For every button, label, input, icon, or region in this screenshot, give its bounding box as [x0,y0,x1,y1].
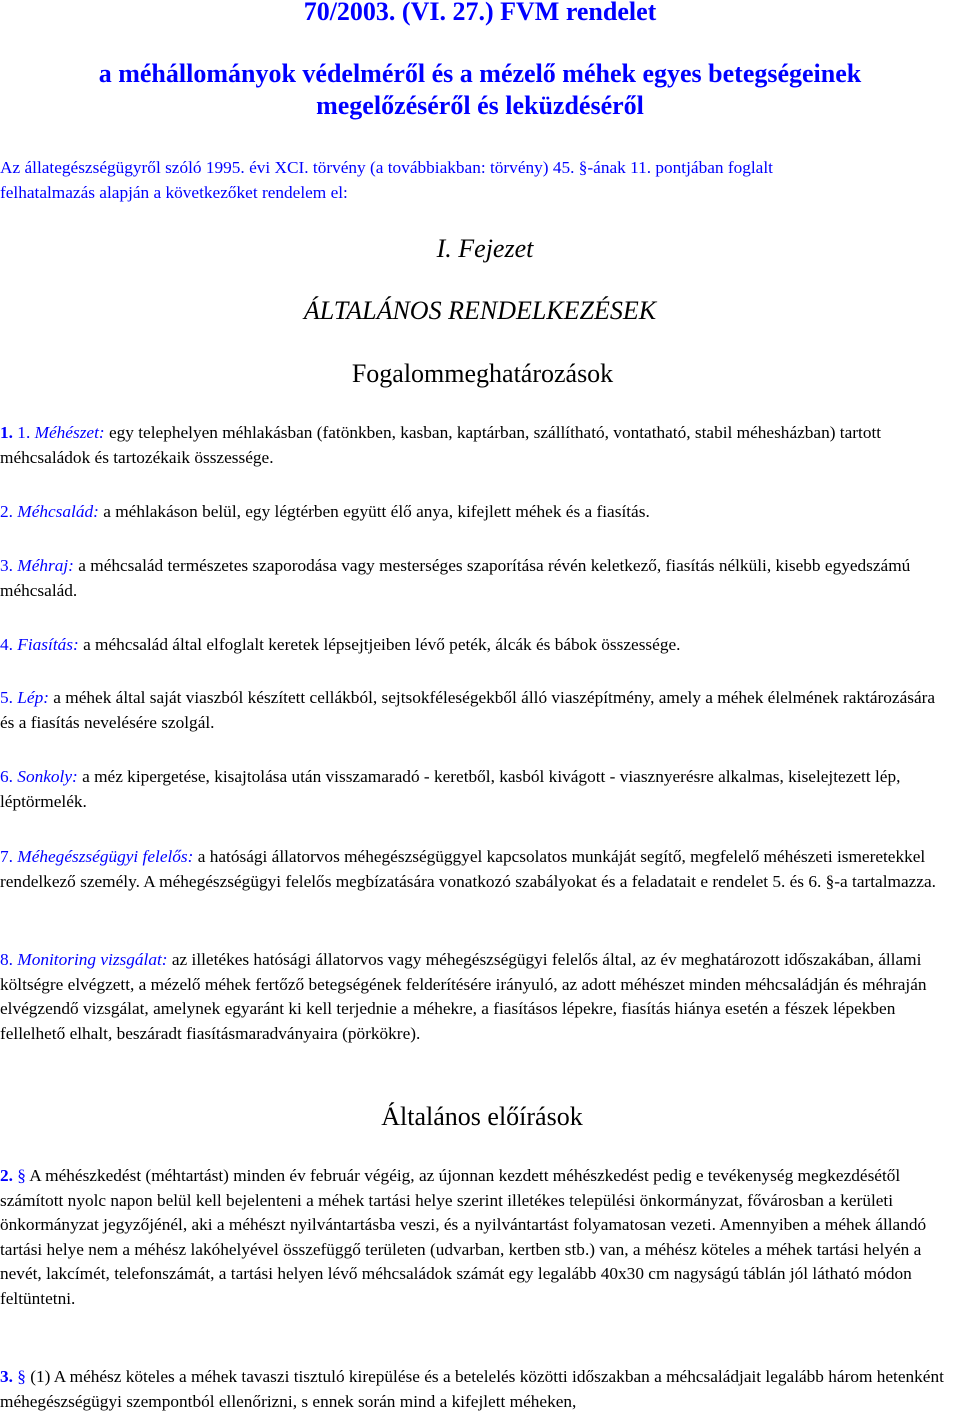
section-2 [0,1164,952,1311]
section-title-definitions: Fogalommeghatározások [351,359,614,388]
definition-5 [0,686,952,735]
section-title-general: Általános előírások [381,1102,583,1131]
definition-term[interactable]: Méhészet: [34,423,105,442]
preamble-line1[interactable]: Az állategészségügyről szóló 1995. évi XCI. törvény (a továbbiakban: törvény) 45. §-ának 11. pontjában foglalt [0,158,773,177]
definition-4 [0,633,952,658]
definition-number[interactable]: 7. [0,847,13,866]
definition-term[interactable]: Fiasítás: [17,635,79,654]
document-title-line3[interactable]: megelőzéséről és leküzdéséről [316,91,644,120]
definition-text: a méhcsalád természetes szaporodása vagy mesterséges szaporítása révén keletkező, fiasítás nélküli, kisebb egyedszámú méhcsalád. [0,556,911,600]
definition-6 [0,765,952,814]
chapter-title: ÁLTALÁNOS RENDELKEZÉSEK [303,296,657,325]
definition-text: a méhek által saját viaszból készített cellákból, sejtsokféleségekből álló viaszépítmény, amely a méhek élelmének raktározására és a fiasítás nevelésére szolgál. [0,688,936,732]
definition-term[interactable]: Lép: [17,688,49,707]
definition-7 [0,845,952,894]
preamble-line2[interactable]: felhatalmazás alapján a következőket rendelem el: [0,182,348,202]
definition-term[interactable]: Méhegészségügyi felelős: [17,847,194,866]
definition-text: a hatósági állatorvos méhegészségüggyel kapcsolatos munkáját segítő, megfelelő méhészeti ismeretekkel rendelkező személy. A méhegészségügyi felelős megbízatására vonatkozó szabályokat és a feladatait e rendelet 5. és 6. §-a tartalmazza. [0,847,936,891]
preamble [0,156,952,205]
definition-number[interactable]: 4. [0,635,13,654]
definition-text: a méhlakáson belül, egy légtérben együtt élő anya, kifejlett méhek és a fiasítás. [98,502,650,521]
section-sign[interactable]: § [17,1367,26,1386]
section-text: A méhészkedést (méhtartást) minden év február végéig, az újonnan kezdett méhészkedést pedig e tevékenység megkezdésétől számított nyolc napon belül kell bejelenteni a méhek tartási helye szerint illetékes települési önkormányzat, fővárosban a kerületi önkormányzat jegyzőjénél, aki a méhészt nyilvántartásba veszi, és a nyilvántartást folyamatosan vezeti. Amennyiben a méhek állandó tartási helye nem a méhész lakóhelyével összefüggő területen (udvarban, kertben stb.) van, a méhész köteles a méhek tartási helyén a nevét, lakcímét, telefonszámát, a tartási helyen lévő méhcsaládok számát egy legalább 40x30 cm nagyságú táblán jól látható módon feltüntetni. [0,1166,927,1308]
definition-text: a méhcsalád által elfoglalt keretek lépsejtjeiben lévő peték, álcák és bábok összessége. [78,635,681,654]
definition-number[interactable]: 6. [0,767,13,786]
definition-text: az illetékes hatósági állatorvos vagy méhegészségügyi felelős által, az év meghatározott időszakában, állami költségre elvégzett, a mézelő méhek fertőző betegségének felderítésére irányuló, az adott méhészet minden méhcsaládján és méhraján elvégzendő vizsgálat, amelynek egyaránt ki kell terjednie a méhekre, a fiasításos lépekre, fiasítás hiánya esetén a fészek lépekben fellelhető elhalt, beszáradt fiasításmaradványaira (pörkökre). [0,950,927,1043]
section-number[interactable]: 3. [0,1367,13,1386]
definition-number[interactable]: 5. [0,688,13,707]
definition-term[interactable]: Sonkoly: [17,767,78,786]
section-sign[interactable]: § [17,1166,26,1185]
definition-number[interactable]: 8. [0,950,13,969]
definition-term[interactable]: Méhraj: [17,556,74,575]
definition-3 [0,554,952,603]
definition-text: a méz kipergetése, kisajtolása után visszamaradó - keretből, kasból kivágott - viasznyerésre alkalmas, kiselejtezett lép, léptörmelék. [0,767,901,811]
document-title-line1[interactable]: 70/2003. (VI. 27.) FVM rendelet [303,0,657,26]
section-number[interactable]: 1. [0,423,13,442]
definition-1 [0,421,952,470]
chapter-heading: I. Fejezet [436,234,534,263]
definition-2 [0,500,952,525]
section-3 [0,1365,952,1414]
definition-text: egy telephelyen méhlakásban (fatönkben, kasban, kaptárban, szállítható, vontatható, stabil méhesházban) tartott méhcsaládok és tartozékaik összessége. [0,423,882,467]
definition-8 [0,948,952,1046]
definition-term[interactable]: Méhcsalád: [17,502,99,521]
definition-term[interactable]: Monitoring vizsgálat: [17,950,168,969]
document-title-line2[interactable]: a méhállományok védelméről és a mézelő méhek egyes betegségeinek [98,59,862,88]
section-text: (1) A méhész köteles a méhek tavaszi tisztuló kirepülése és a betelelés közötti időszakban a méhcsaládjait legalább három hetenként méhegészségügyi szempontból ellenőrizni, s ennek során mind a kifejlett méheken, [0,1367,944,1411]
definition-number[interactable]: 1. [17,423,31,442]
definition-number[interactable]: 2. [0,502,13,521]
definition-number[interactable]: 3. [0,556,13,575]
section-number[interactable]: 2. [0,1166,13,1185]
